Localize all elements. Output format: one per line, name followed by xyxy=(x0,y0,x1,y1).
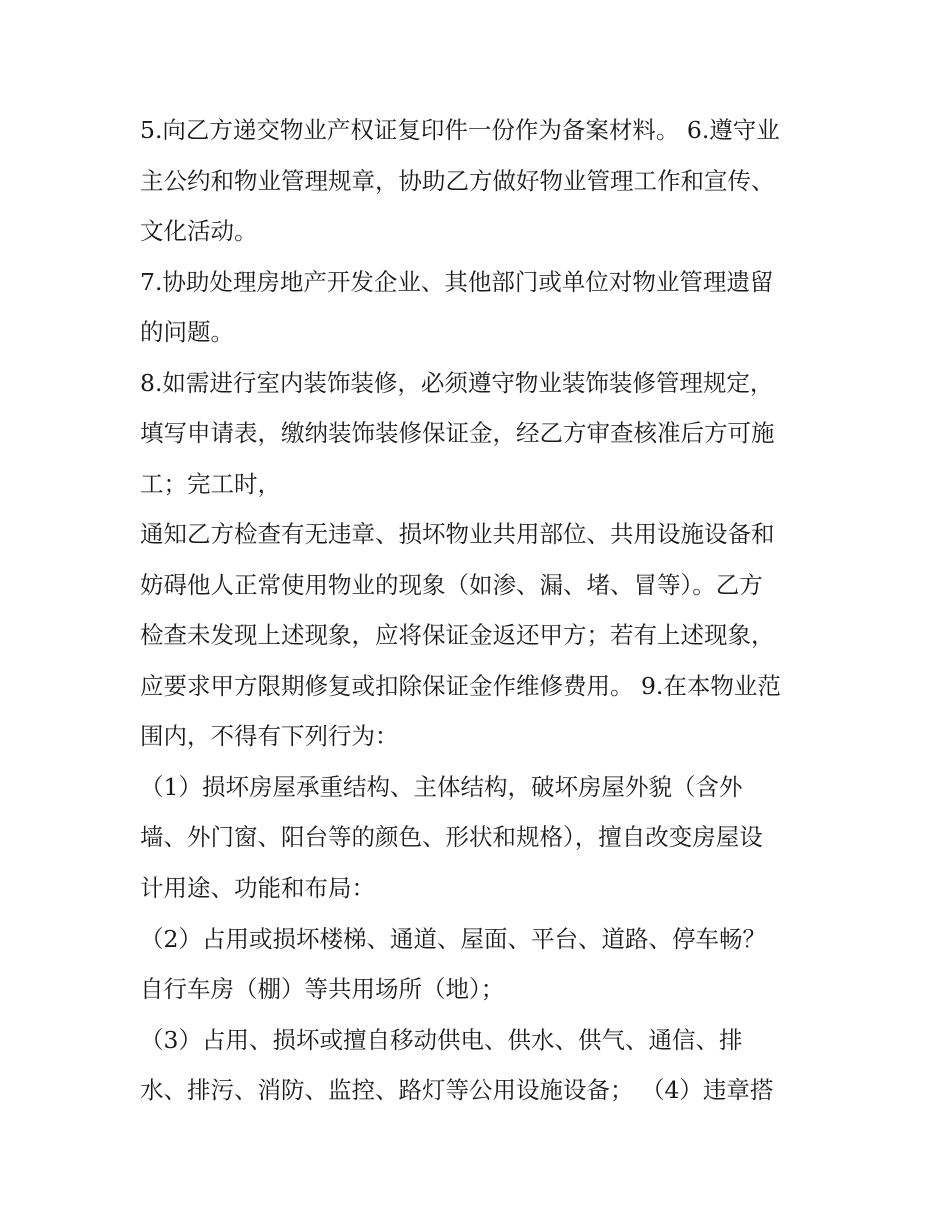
text-line: 水、排污、消防、监控、路灯等公用设施设备； （4）违章搭 xyxy=(140,1076,774,1104)
text-line: 填写申请表，缴纳装饰装修保证金，经乙方审查核准后方可施 xyxy=(140,419,775,447)
text-line: 8.如需进行室内装饰装修，必须遵守物业装饰装修管理规定， xyxy=(140,369,774,397)
text-line: 5.向乙方递交物业产权证复印件一份作为备案材料。 6.遵守业 xyxy=(140,116,780,144)
text-line: 文化活动。 xyxy=(140,217,258,245)
text-line: 主公约和物业管理规章，协助乙方做好物业管理工作和宣传、 xyxy=(140,167,775,195)
text-line: 检查未发现上述现象，应将保证金返还甲方；若有上述现象， xyxy=(140,621,775,649)
text-line: 计用途、功能和布局： xyxy=(140,874,375,902)
text-line: 围内，不得有下列行为： xyxy=(140,722,399,750)
text-line: 自行车房（棚）等共用场所（地）； xyxy=(140,975,505,1003)
text-line: 7.协助处理房地产开发企业、其他部门或单位对物业管理遗留 xyxy=(140,268,774,296)
text-line: 妨碍他人正常使用物业的现象（如渗、漏、堵、冒等）。乙方 xyxy=(140,571,763,599)
text-line: （3）占用、损坏或擅自移动供电、供水、供气、通信、排 xyxy=(140,1026,743,1054)
text-line: （1）损坏房屋承重结构、主体结构，破坏房屋外貌（含外 xyxy=(140,773,743,801)
text-line: 工；完工时， xyxy=(140,470,281,498)
text-line: 的问题。 xyxy=(140,318,234,346)
text-line: （2）占用或损坏楼梯、通道、屋面、平台、道路、停车畅？ xyxy=(140,925,766,953)
text-line: 应要求甲方限期修复或扣除保证金作维修费用。 9.在本物业范 xyxy=(140,672,781,700)
text-line: 通知乙方检查有无违章、损坏物业共用部位、共用设施设备和 xyxy=(140,520,775,548)
text-line: 墙、外门窗、阳台等的颜色、形状和规格），擅自改变房屋设 xyxy=(140,823,763,851)
